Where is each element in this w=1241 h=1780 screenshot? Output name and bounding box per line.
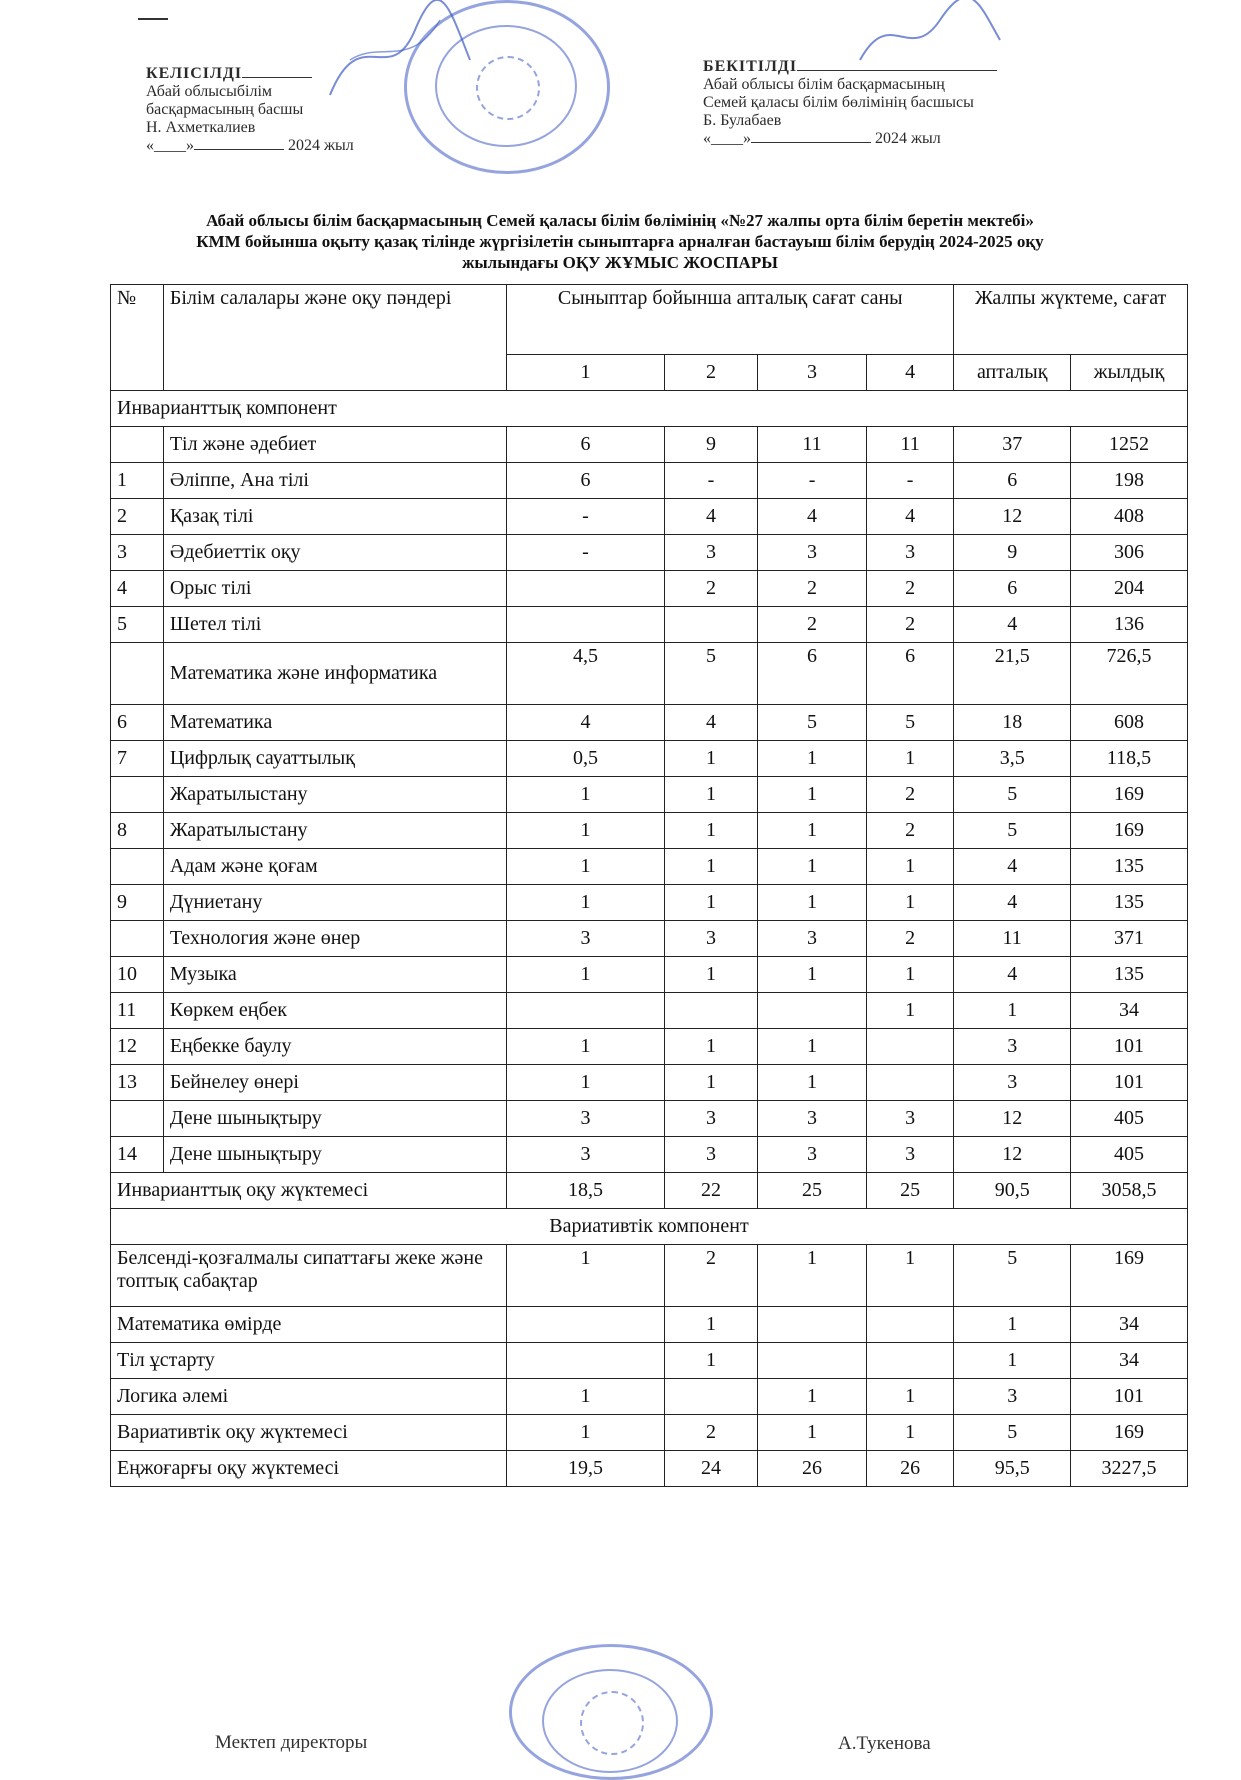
row-num: 7 (111, 741, 164, 777)
variative-g1: 19,5 (507, 1451, 664, 1487)
table-row (111, 993, 1188, 1029)
row-subject: Жаратылыстану (163, 777, 506, 813)
variative-row (111, 1245, 1188, 1307)
row-g4: 5 (866, 705, 953, 741)
row-year: 135 (1071, 885, 1188, 921)
row-num: 3 (111, 535, 164, 571)
row-g1: - (507, 535, 664, 571)
row-g2: 1 (664, 741, 757, 777)
row-week: 18 (954, 705, 1071, 741)
row-g3: 3 (758, 1137, 867, 1173)
header-dash (138, 18, 168, 20)
approval-right-date-year: 2024 жыл (875, 130, 941, 147)
table-row (111, 499, 1188, 535)
row-g1: 1 (507, 849, 664, 885)
row-g4: 3 (866, 535, 953, 571)
invariant-total-g4: 25 (866, 1173, 953, 1209)
variative-row (111, 1415, 1188, 1451)
header-grade-1: 1 (507, 355, 664, 391)
variative-year: 169 (1071, 1245, 1188, 1307)
row-g4: 3 (866, 1101, 953, 1137)
document-title (95, 210, 1145, 273)
row-g1: 3 (507, 921, 664, 957)
row-g2 (664, 993, 757, 1029)
row-subject: Тіл және әдебиет (163, 427, 506, 463)
variative-subject: Вариативтік оқу жүктемесі (111, 1415, 507, 1451)
row-subject: Қазақ тілі (163, 499, 506, 535)
row-week: 21,5 (954, 643, 1071, 705)
table-row (111, 813, 1188, 849)
variative-g4: 26 (866, 1451, 953, 1487)
row-subject: Еңбекке баулу (163, 1029, 506, 1065)
variative-year: 169 (1071, 1415, 1188, 1451)
row-week: 4 (954, 849, 1071, 885)
variative-section-row (111, 1209, 1188, 1245)
table-row (111, 849, 1188, 885)
row-week: 4 (954, 885, 1071, 921)
row-week: 5 (954, 813, 1071, 849)
table-row (111, 607, 1188, 643)
table-row (111, 1029, 1188, 1065)
header-yearly: жылдық (1071, 355, 1188, 391)
row-g1: 0,5 (507, 741, 664, 777)
variative-g3 (758, 1307, 867, 1343)
row-year: 371 (1071, 921, 1188, 957)
variative-g2: 2 (664, 1415, 757, 1451)
table-row (111, 643, 1188, 705)
variative-g1: 1 (507, 1379, 664, 1415)
row-g2: 1 (664, 777, 757, 813)
header-grade-4: 4 (866, 355, 953, 391)
row-num: 12 (111, 1029, 164, 1065)
row-g3: 3 (758, 535, 867, 571)
approval-right-line1: Абай облысы білім басқармасының (703, 76, 945, 93)
table-row (111, 741, 1188, 777)
variative-g1: 1 (507, 1245, 664, 1307)
row-year: 169 (1071, 813, 1188, 849)
approval-block-left (146, 65, 354, 155)
row-num (111, 777, 164, 813)
row-g1 (507, 571, 664, 607)
variative-g3: 26 (758, 1451, 867, 1487)
row-g4: 1 (866, 741, 953, 777)
approval-left-date-year: 2024 жыл (288, 137, 354, 154)
row-g4 (866, 1029, 953, 1065)
row-subject: Дүниетану (163, 885, 506, 921)
row-g3: 1 (758, 813, 867, 849)
variative-year: 34 (1071, 1307, 1188, 1343)
invariant-total-year: 3058,5 (1071, 1173, 1188, 1209)
row-year: 405 (1071, 1101, 1188, 1137)
director-name: А.Тукенова (838, 1733, 931, 1754)
row-g2: 2 (664, 571, 757, 607)
row-week: 4 (954, 607, 1071, 643)
row-g4: 6 (866, 643, 953, 705)
row-g3: 1 (758, 849, 867, 885)
row-g3: 5 (758, 705, 867, 741)
row-g1: 1 (507, 1029, 664, 1065)
row-num: 1 (111, 463, 164, 499)
table-row (111, 427, 1188, 463)
row-num: 14 (111, 1137, 164, 1173)
row-week: 3 (954, 1065, 1071, 1101)
variative-year: 101 (1071, 1379, 1188, 1415)
approval-right-line2: Семей қаласы білім бөлімінің басшысы (703, 94, 974, 111)
row-g4: 2 (866, 777, 953, 813)
row-g3: 1 (758, 957, 867, 993)
row-year: 608 (1071, 705, 1188, 741)
curriculum-table (110, 284, 1188, 1487)
row-week: 5 (954, 777, 1071, 813)
row-g2: 4 (664, 705, 757, 741)
row-subject: Бейнелеу өнері (163, 1065, 506, 1101)
variative-g2: 1 (664, 1307, 757, 1343)
row-week: 6 (954, 463, 1071, 499)
row-subject: Көркем еңбек (163, 993, 506, 1029)
variative-row (111, 1379, 1188, 1415)
variative-year: 3227,5 (1071, 1451, 1188, 1487)
variative-subject: Еңжоғарғы оқу жүктемесі (111, 1451, 507, 1487)
row-subject: Әдебиеттік оқу (163, 535, 506, 571)
variative-subject: Математика өмірде (111, 1307, 507, 1343)
row-week: 37 (954, 427, 1071, 463)
variative-week: 1 (954, 1343, 1071, 1379)
variative-week: 95,5 (954, 1451, 1071, 1487)
variative-week: 1 (954, 1307, 1071, 1343)
row-g1: 3 (507, 1137, 664, 1173)
variative-g1: 1 (507, 1415, 664, 1451)
row-year: 34 (1071, 993, 1188, 1029)
row-g2: 1 (664, 885, 757, 921)
variative-subject: Логика әлемі (111, 1379, 507, 1415)
row-year: 169 (1071, 777, 1188, 813)
row-num (111, 1101, 164, 1137)
row-g2: 3 (664, 535, 757, 571)
row-g4: 1 (866, 885, 953, 921)
row-g1 (507, 993, 664, 1029)
row-num: 8 (111, 813, 164, 849)
row-g2 (664, 607, 757, 643)
approval-right-line3: Б. Булабаев (703, 112, 782, 129)
invariant-total-label: Инварианттық оқу жүктемесі (111, 1173, 507, 1209)
row-subject: Адам және қоғам (163, 849, 506, 885)
row-num (111, 921, 164, 957)
table-row (111, 1065, 1188, 1101)
row-g2: 1 (664, 1029, 757, 1065)
table-header-row (111, 285, 1188, 355)
row-g4: 11 (866, 427, 953, 463)
row-year: 135 (1071, 849, 1188, 885)
variative-g3 (758, 1343, 867, 1379)
row-g1: 1 (507, 957, 664, 993)
invariant-total-row (111, 1173, 1188, 1209)
row-year: 135 (1071, 957, 1188, 993)
row-g2: 1 (664, 957, 757, 993)
variative-week: 3 (954, 1379, 1071, 1415)
row-week: 6 (954, 571, 1071, 607)
header-total-load: Жалпы жүктеме, сағат (954, 285, 1188, 355)
row-g3: 2 (758, 571, 867, 607)
header-weekly-by-grade: Сыныптар бойынша апталық сағат саны (507, 285, 954, 355)
row-g3: 1 (758, 885, 867, 921)
row-subject: Математика және информатика (163, 643, 506, 705)
variative-week: 5 (954, 1415, 1071, 1451)
row-g4: 2 (866, 813, 953, 849)
invariant-total-g1: 18,5 (507, 1173, 664, 1209)
table-row (111, 921, 1188, 957)
row-subject: Дене шынықтыру (163, 1137, 506, 1173)
row-subject: Технология және өнер (163, 921, 506, 957)
row-g2: 3 (664, 1101, 757, 1137)
row-g2: 3 (664, 1137, 757, 1173)
header-grade-2: 2 (664, 355, 757, 391)
table-row (111, 705, 1188, 741)
row-num (111, 643, 164, 705)
row-year: 118,5 (1071, 741, 1188, 777)
approval-block-right (703, 58, 997, 148)
row-g3: 1 (758, 1029, 867, 1065)
header-weekly: апталық (954, 355, 1071, 391)
row-g3 (758, 993, 867, 1029)
row-g3: - (758, 463, 867, 499)
row-g1: 1 (507, 777, 664, 813)
row-week: 9 (954, 535, 1071, 571)
row-num: 13 (111, 1065, 164, 1101)
table-row (111, 463, 1188, 499)
row-g3: 3 (758, 1101, 867, 1137)
row-subject: Цифрлық сауаттылық (163, 741, 506, 777)
row-year: 204 (1071, 571, 1188, 607)
approval-left-line2: басқармасының басшы (146, 101, 304, 118)
invariant-section-row (111, 391, 1188, 427)
emblem-icon (476, 56, 540, 120)
row-subject: Шетел тілі (163, 607, 506, 643)
row-week: 1 (954, 993, 1071, 1029)
title-line2: КММ бойынша оқыту қазақ тілінде жүргізілетін сыныптарға арналған бастауыш білім берудің 2024-2025 оқу (196, 232, 1044, 251)
approval-left-line1: Абай облысыбілім (146, 83, 273, 100)
row-subject: Орыс тілі (163, 571, 506, 607)
variative-g4: 1 (866, 1245, 953, 1307)
row-g4: 1 (866, 957, 953, 993)
table-row (111, 885, 1188, 921)
row-g4: - (866, 463, 953, 499)
table-row (111, 571, 1188, 607)
variative-row (111, 1307, 1188, 1343)
row-g4: 2 (866, 921, 953, 957)
invariant-total-g2: 22 (664, 1173, 757, 1209)
row-g3: 2 (758, 607, 867, 643)
row-num: 4 (111, 571, 164, 607)
row-week: 3,5 (954, 741, 1071, 777)
variative-g4 (866, 1307, 953, 1343)
variative-row (111, 1451, 1188, 1487)
row-g3: 1 (758, 1065, 867, 1101)
row-g2: 1 (664, 849, 757, 885)
row-g1: 1 (507, 1065, 664, 1101)
row-week: 11 (954, 921, 1071, 957)
row-g2: 3 (664, 921, 757, 957)
table-row (111, 1101, 1188, 1137)
director-label: Мектеп директоры (215, 1732, 368, 1753)
emblem-icon (580, 1691, 644, 1755)
row-g1 (507, 607, 664, 643)
variative-label: Вариативтік компонент (111, 1209, 1188, 1245)
row-num (111, 849, 164, 885)
variative-g3: 1 (758, 1415, 867, 1451)
row-g3: 11 (758, 427, 867, 463)
variative-g2: 2 (664, 1245, 757, 1307)
row-g3: 4 (758, 499, 867, 535)
row-week: 12 (954, 1101, 1071, 1137)
row-year: 306 (1071, 535, 1188, 571)
row-subject: Музыка (163, 957, 506, 993)
approval-left-date-open: «____» (146, 137, 194, 154)
row-g1: 1 (507, 885, 664, 921)
row-year: 408 (1071, 499, 1188, 535)
row-g4: 4 (866, 499, 953, 535)
table-row (111, 535, 1188, 571)
row-g4: 1 (866, 993, 953, 1029)
invariant-total-week: 90,5 (954, 1173, 1071, 1209)
variative-week: 5 (954, 1245, 1071, 1307)
variative-row (111, 1343, 1188, 1379)
row-year: 726,5 (1071, 643, 1188, 705)
row-week: 12 (954, 1137, 1071, 1173)
row-subject: Жаратылыстану (163, 813, 506, 849)
row-g4: 2 (866, 571, 953, 607)
header-subject: Білім салалары және оқу пәндері (163, 285, 506, 391)
variative-g2: 1 (664, 1343, 757, 1379)
official-seal-bottom (509, 1644, 713, 1780)
variative-g2 (664, 1379, 757, 1415)
row-g1: 4,5 (507, 643, 664, 705)
row-g1: - (507, 499, 664, 535)
row-num: 2 (111, 499, 164, 535)
row-g1: 4 (507, 705, 664, 741)
row-g2: 1 (664, 813, 757, 849)
row-week: 12 (954, 499, 1071, 535)
variative-g4: 1 (866, 1379, 953, 1415)
row-g2: 4 (664, 499, 757, 535)
row-num: 6 (111, 705, 164, 741)
row-subject: Әліппе, Ана тілі (163, 463, 506, 499)
row-year: 136 (1071, 607, 1188, 643)
row-subject: Дене шынықтыру (163, 1101, 506, 1137)
row-g4: 3 (866, 1137, 953, 1173)
table-row (111, 1137, 1188, 1173)
row-g3: 1 (758, 741, 867, 777)
variative-g3: 1 (758, 1245, 867, 1307)
row-num: 10 (111, 957, 164, 993)
variative-year: 34 (1071, 1343, 1188, 1379)
row-num: 11 (111, 993, 164, 1029)
variative-g3: 1 (758, 1379, 867, 1415)
row-num: 5 (111, 607, 164, 643)
table-row (111, 777, 1188, 813)
row-g2: 5 (664, 643, 757, 705)
row-g4: 2 (866, 607, 953, 643)
row-g4: 1 (866, 849, 953, 885)
row-g2: 9 (664, 427, 757, 463)
approval-left-title: КЕЛІСІЛДІ (146, 65, 243, 82)
row-year: 101 (1071, 1029, 1188, 1065)
variative-g1 (507, 1343, 664, 1379)
variative-g4: 1 (866, 1415, 953, 1451)
header-grade-3: 3 (758, 355, 867, 391)
variative-g2: 24 (664, 1451, 757, 1487)
row-g3: 1 (758, 777, 867, 813)
row-g2: 1 (664, 1065, 757, 1101)
row-g2: - (664, 463, 757, 499)
variative-g4 (866, 1343, 953, 1379)
table-row (111, 957, 1188, 993)
row-g1: 3 (507, 1101, 664, 1137)
invariant-label: Инварианттық компонент (111, 391, 1188, 427)
row-num: 9 (111, 885, 164, 921)
row-year: 198 (1071, 463, 1188, 499)
variative-g1 (507, 1307, 664, 1343)
row-g1: 1 (507, 813, 664, 849)
row-num (111, 427, 164, 463)
header-num: № (111, 285, 164, 391)
row-g4 (866, 1065, 953, 1101)
row-week: 3 (954, 1029, 1071, 1065)
row-year: 1252 (1071, 427, 1188, 463)
row-g1: 6 (507, 463, 664, 499)
row-week: 4 (954, 957, 1071, 993)
approval-right-title: БЕКІТІЛДІ (703, 58, 798, 75)
row-year: 101 (1071, 1065, 1188, 1101)
approval-right-date-open: «____» (703, 130, 751, 147)
invariant-total-g3: 25 (758, 1173, 867, 1209)
variative-subject: Тіл ұстарту (111, 1343, 507, 1379)
variative-subject: Белсенді-қозғалмалы сипаттағы жеке және топтық сабақтар (111, 1245, 507, 1307)
row-year: 405 (1071, 1137, 1188, 1173)
row-g1: 6 (507, 427, 664, 463)
row-g3: 3 (758, 921, 867, 957)
row-subject: Математика (163, 705, 506, 741)
approval-left-line3: Н. Ахметкалиев (146, 119, 256, 136)
title-line1: Абай облысы білім басқармасының Семей қаласы білім бөлімінің «№27 жалпы орта білім беретін мектебі» (206, 211, 1034, 230)
row-g3: 6 (758, 643, 867, 705)
title-line3: жылындағы ОҚУ ЖҰМЫС ЖОСПАРЫ (462, 253, 778, 272)
